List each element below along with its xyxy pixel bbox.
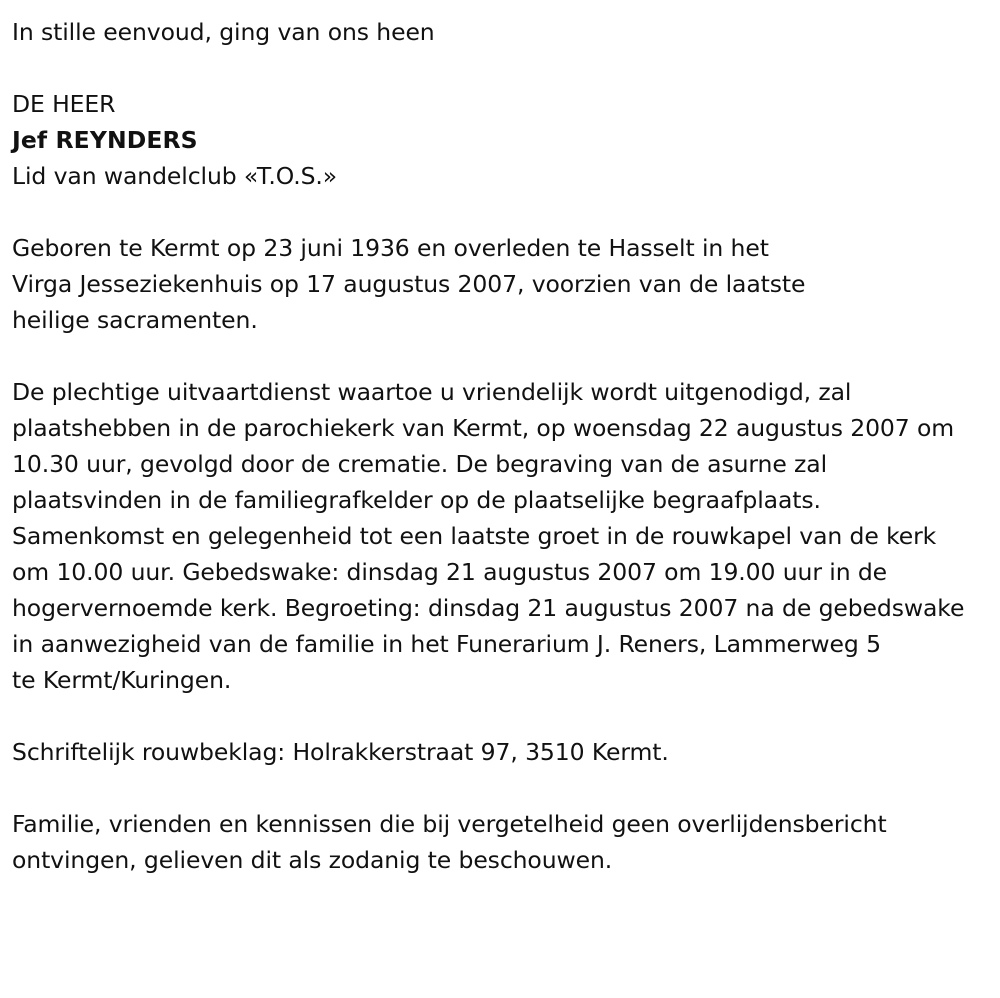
service-details-paragraph: De plechtige uitvaartdienst waartoe u vriendelijk wordt uitgenodigd, zal plaatshebben in de parochiekerk van Kermt, op woensdag 22 augustus 2007 om 10.30 uur, gevolgd door de crematie. De begraving van de asurne zal plaatsvinden in de familiegrafkelder op de plaatselijke begraafplaats. Samenkomst en gelegenheid tot een laatste groet in de rouwkapel van de kerk om 10.00 uur. Gebedswake: dinsdag 21 augustus 2007 om 19.00 uur in de hogervernoemde kerk. Begroeting: dinsdag 21 augustus 2007 na de gebedswake in aanwezigheid van de familie in het Funerarium J. Reners, Lammerweg 5 te Kermt/Kuringen. <box>12 378 965 694</box>
birth-death-paragraph: Geboren te Kermt op 23 juni 1936 en overleden te Hasselt in het Virga Jesseziekenhuis op 17 augustus 2007, voorzien van de laatste heilige sacramenten. <box>12 234 806 334</box>
spacer <box>12 194 978 230</box>
condolences-paragraph: Schriftelijk rouwbeklag: Holrakkerstraat 97, 3510 Kermt. <box>12 738 669 766</box>
spacer <box>12 770 978 806</box>
salutation-line: DE HEER <box>12 90 116 118</box>
deceased-name: Jef REYNDERS <box>12 126 198 154</box>
spacer <box>12 698 978 734</box>
membership-line: Lid van wandelclub «T.O.S.» <box>12 162 338 190</box>
intro-line: In stille eenvoud, ging van ons heen <box>12 18 435 46</box>
spacer <box>12 338 978 374</box>
closing-paragraph: Familie, vrienden en kennissen die bij vergetelheid geen overlijdensbericht ontvingen, gelieven dit als zodanig te beschouwen. <box>12 810 887 874</box>
spacer <box>12 50 978 86</box>
